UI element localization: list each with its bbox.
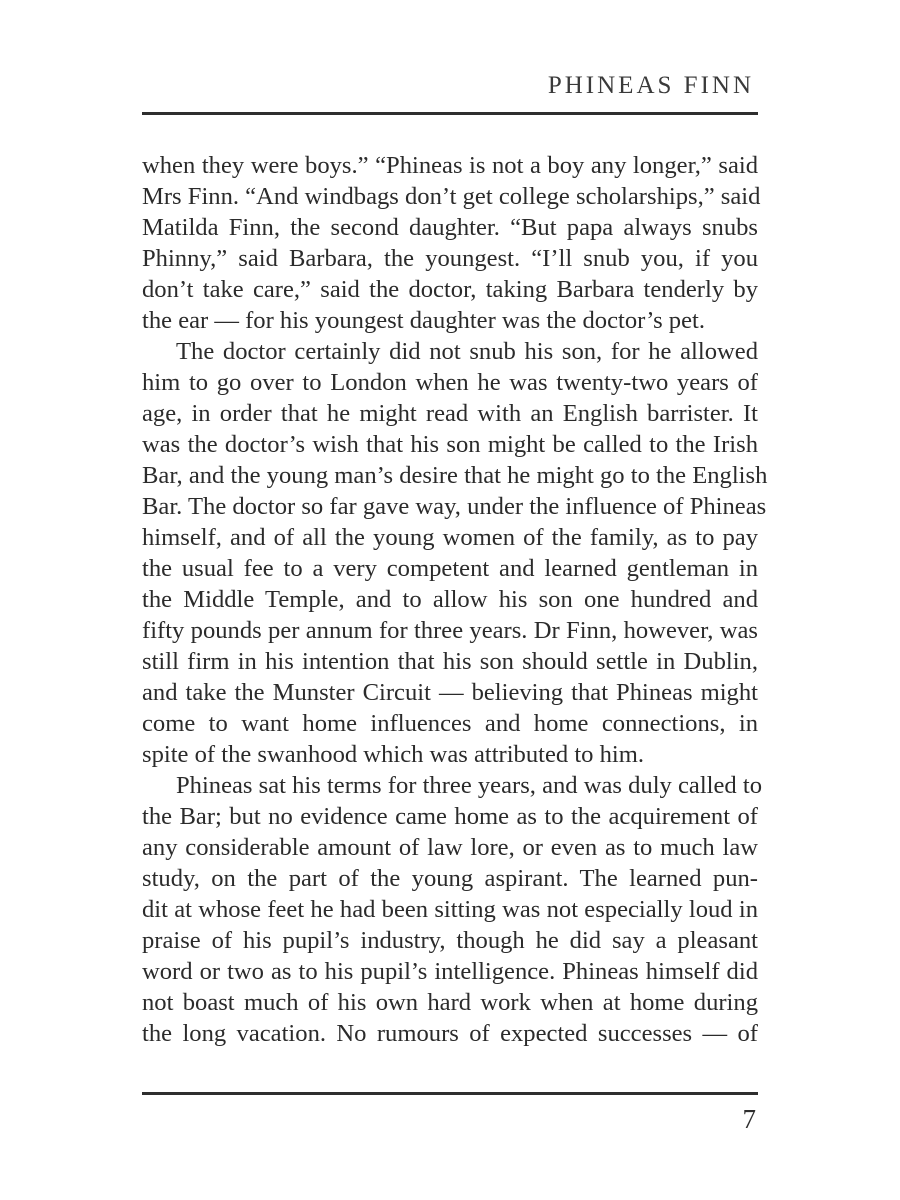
text-line: fifty pounds per annum for three years. Dr Finn, however, was [142, 617, 758, 644]
text-line: praise of his pupil’s industry, though he did say a pleasant [142, 927, 758, 954]
text-line: him to go over to London when he was twenty-two years of [142, 369, 758, 396]
text-line: Phinny,” said Barbara, the youngest. “I’ll snub you, if you [142, 245, 758, 272]
body-text [142, 150, 768, 1049]
footer-rule [142, 1092, 758, 1095]
running-head-title: PHINEAS FINN [547, 72, 754, 99]
text-line: age, in order that he might read with an English barrister. It [142, 400, 758, 427]
text-line: the ear — for his youngest daughter was the doctor’s pet. [142, 307, 706, 334]
page-number: 7 [742, 1104, 756, 1134]
text-line: when they were boys.” “Phineas is not a boy any longer,” said [142, 152, 758, 179]
text-line: study, on the part of the young aspirant. The learned pun- [142, 865, 758, 892]
text-line: himself, and of all the young women of the family, as to pay [142, 524, 758, 551]
text-line: the long vacation. No rumours of expected successes — of [142, 1020, 758, 1047]
text-line: Bar. The doctor so far gave way, under the influence of Phineas [142, 493, 767, 520]
text-line: the usual fee to a very competent and learned gentleman in [142, 555, 758, 582]
text-line: any considerable amount of law lore, or even as to much law [142, 834, 758, 861]
text-line: the Bar; but no evidence came home as to the acquirement of [142, 803, 758, 830]
header-rule [142, 112, 758, 115]
text-line: was the doctor’s wish that his son might be called to the Irish [142, 431, 758, 458]
text-line: Bar, and the young man’s desire that he might go to the English [142, 462, 768, 489]
text-line: still firm in his intention that his son should settle in Dublin, [142, 648, 758, 675]
text-line: not boast much of his own hard work when at home during [142, 989, 758, 1016]
text-line: Phineas sat his terms for three years, and was duly called to [176, 772, 762, 799]
text-line: don’t take care,” said the doctor, taking Barbara tenderly by [142, 276, 758, 303]
text-line: Matilda Finn, the second daughter. “But papa always snubs [142, 214, 758, 241]
text-line: come to want home influences and home connections, in [142, 710, 758, 737]
text-line: dit at whose feet he had been sitting was not especially loud in [142, 896, 758, 923]
text-line: spite of the swanhood which was attributed to him. [142, 741, 645, 768]
text-line: and take the Munster Circuit — believing that Phineas might [142, 679, 758, 706]
text-line: word or two as to his pupil’s intelligence. Phineas himself did [142, 958, 758, 985]
text-line: Mrs Finn. “And windbags don’t get college scholarships,” said [142, 183, 761, 210]
text-line: the Middle Temple, and to allow his son one hundred and [142, 586, 758, 613]
text-line: The doctor certainly did not snub his son, for he allowed [176, 338, 758, 365]
